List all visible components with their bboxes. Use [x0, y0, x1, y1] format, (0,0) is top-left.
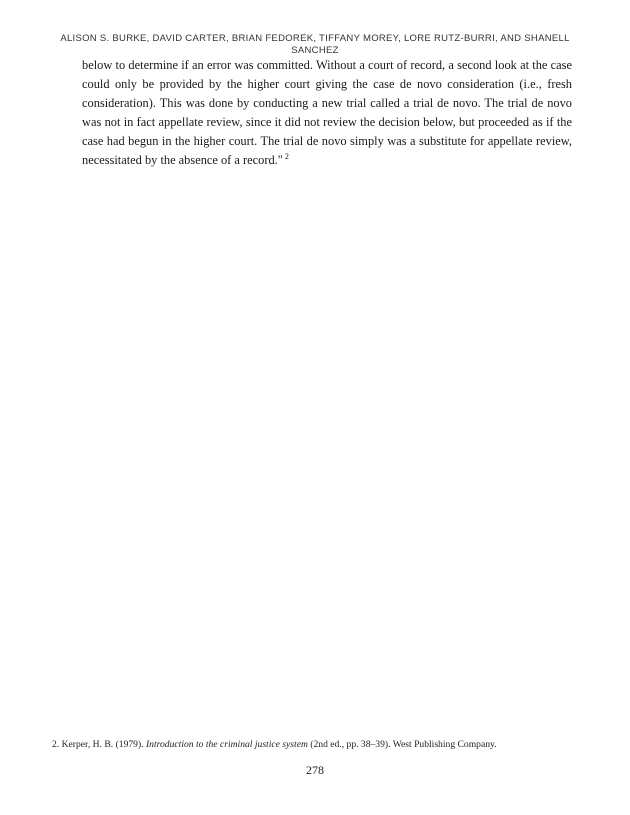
running-header: ALISON S. BURKE, DAVID CARTER, BRIAN FEDOREK, TIFFANY MOREY, LORE RUTZ-BURRI, AND SHANELL SANCHEZ	[60, 33, 570, 56]
body-paragraph-text: below to determine if an error was committed. Without a court of record, a second look at the case could only be provided by the higher court giving the case de novo consideration (i.e., fresh consideration). This was done by conducting a new trial called a trial de novo. The trial de novo was not in fact appellate review, since it did not review the decision below, but proceeded as if the case had begun in the higher court. The trial de novo simply was a substitute for appellate review, necessitated by the absence of a record."	[82, 58, 572, 167]
footnote-title: Introduction to the criminal justice system	[145, 739, 308, 750]
footnote	[52, 738, 592, 751]
footnote-publication: (2nd ed., pp. 38–39). West Publishing Company.	[310, 739, 497, 750]
page-number: 278	[306, 763, 324, 777]
footnote-reference[interactable]: 2	[284, 151, 289, 161]
footnote-author-year: Kerper, H. B. (1979).	[61, 739, 144, 750]
body-paragraph	[82, 56, 572, 170]
footnote-number: 2.	[52, 739, 60, 750]
